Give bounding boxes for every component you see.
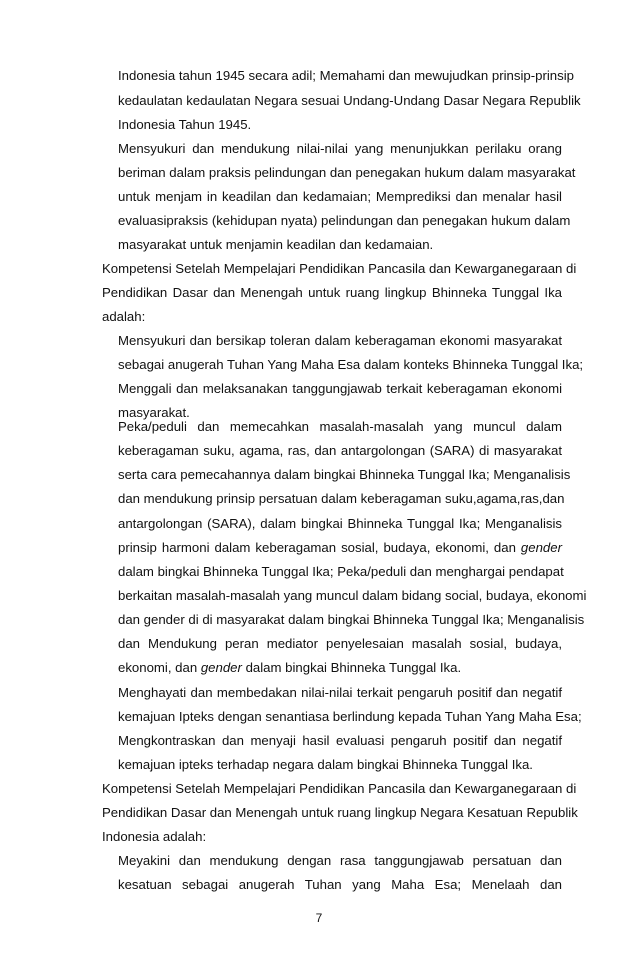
bullet-continuation-line: kedaulatan kedaulatan Negara sesuai Undang-Undang Dasar Negara Republik (118, 93, 581, 108)
bullet-continuation-line: untuk menjam in keadilan dan kedamaian; Memprediksi dan menalar hasil (118, 189, 562, 204)
bullet-continuation-line: berkaitan masalah-masalah yang muncul dalam bidang social, budaya, ekonomi (118, 588, 587, 603)
page-number: 7 (315, 911, 323, 925)
bullet-continuation-line: dalam bingkai Bhinneka Tunggal Ika; Peka/peduli dan menghargai pendapat (118, 564, 564, 579)
paragraph-line: Kompetensi Setelah Mempelajari Pendidikan Pancasila dan Kewarganegaraan di (102, 781, 577, 796)
bullet-continuation-line: Mengkontraskan dan menyaji hasil evaluasi pengaruh positif dan negatif (118, 733, 562, 748)
bullet-continuation-line: kesatuan sebagai anugerah Tuhan yang Maha Esa; Menelaah dan (118, 877, 562, 892)
bullet-continuation-line: masyarakat. (118, 405, 190, 420)
bullet-continuation-line: sebagai anugerah Tuhan Yang Maha Esa dalam konteks Bhinneka Tunggal Ika; (118, 357, 584, 372)
bullet-item-line: Menghayati dan membedakan nilai-nilai terkait pengaruh positif dan negatif (118, 685, 562, 700)
bullet-item-line: Peka/peduli dan memecahkan masalah-masalah yang muncul dalam (118, 419, 562, 434)
bullet-continuation-line: serta cara pemecahannya dalam bingkai Bhinneka Tunggal Ika; Menganalisis (118, 467, 571, 482)
bullet-item-line: Meyakini dan mendukung dengan rasa tanggungjawab persatuan dan (118, 853, 562, 868)
paragraph-line: adalah: (102, 309, 146, 324)
bullet-item-line: Mensyukuri dan mendukung nilai-nilai yang menunjukkan perilaku orang (118, 141, 562, 156)
bullet-continuation-line: kemajuan ipteks terhadap negara dalam bingkai Bhinneka Tunggal Ika. (118, 757, 533, 772)
bullet-continuation-line: keberagaman suku, agama, ras, dan antargolongan (SARA) di masyarakat (118, 443, 562, 458)
bullet-continuation-line: dan mendukung prinsip persatuan dalam keberagaman suku,agama,ras,dan (118, 491, 565, 506)
bullet-continuation-line: Indonesia Tahun 1945. (118, 117, 252, 132)
paragraph-line: Indonesia adalah: (102, 829, 207, 844)
paragraph-line: Kompetensi Setelah Mempelajari Pendidikan Pancasila dan Kewarganegaraan di (102, 261, 577, 276)
bullet-item-line: Mensyukuri dan bersikap toleran dalam keberagaman ekonomi masyarakat (118, 333, 562, 348)
bullet-continuation-line: ekonomi, dan gender dalam bingkai Bhinneka Tunggal Ika. (118, 660, 462, 675)
bullet-continuation-line: Indonesia tahun 1945 secara adil; Memahami dan mewujudkan prinsip-prinsip (118, 68, 574, 83)
bullet-continuation-line: beriman dalam praksis pelindungan dan penegakan hukum dalam masyarakat (118, 165, 576, 180)
bullet-continuation-line: masyarakat untuk menjamin keadilan dan kedamaian. (118, 237, 434, 252)
bullet-continuation-line: dan Mendukung peran mediator penyelesaian masalah sosial, budaya, (118, 636, 562, 651)
paragraph-line: Pendidikan Dasar dan Menengah untuk ruang lingkup Bhinneka Tunggal Ika (102, 285, 562, 300)
paragraph-line: Pendidikan Dasar dan Menengah untuk ruang lingkup Negara Kesatuan Republik (102, 805, 578, 820)
bullet-continuation-line: prinsip harmoni dalam keberagaman sosial, budaya, ekonomi, dan gender (118, 540, 562, 555)
bullet-continuation-line: dan gender di di masyarakat dalam bingkai Bhinneka Tunggal Ika; Menganalisis (118, 612, 585, 627)
bullet-continuation-line: antargolongan (SARA), dalam bingkai Bhinneka Tunggal Ika; Menganalisis (118, 516, 562, 531)
bullet-continuation-line: kemajuan Ipteks dengan senantiasa berlindung kepada Tuhan Yang Maha Esa; (118, 709, 582, 724)
bullet-continuation-line: evaluasipraksis (kehidupan nyata) pelindungan dan penegakan hukum dalam (118, 213, 571, 228)
bullet-continuation-line: Menggali dan melaksanakan tanggungjawab terkait keberagaman ekonomi (118, 381, 562, 396)
